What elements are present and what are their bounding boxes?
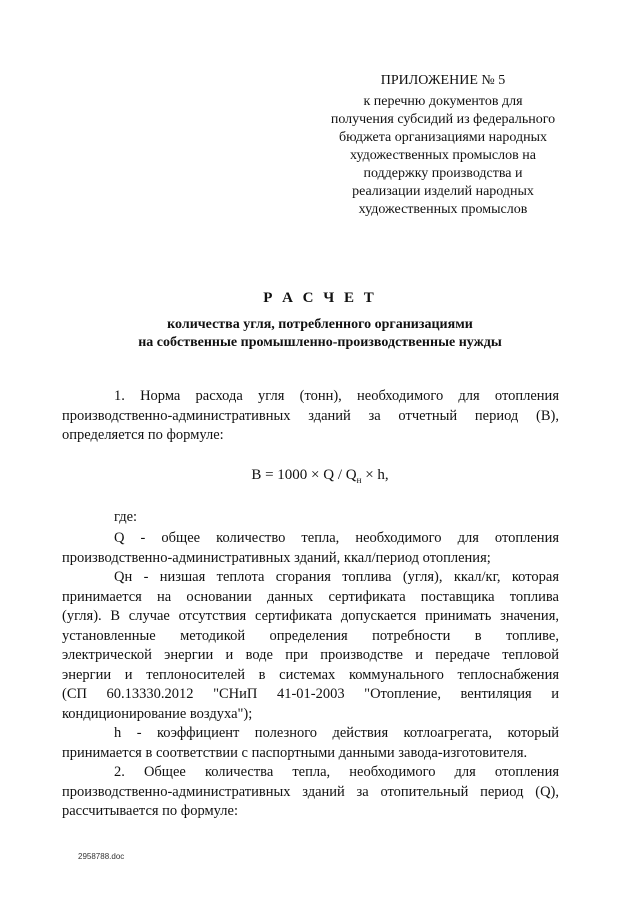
paragraph-line: производственно-административных зданий за отопительный период (Q), <box>62 783 559 800</box>
definition-line: энергии и теплоносителей в системах коммунального теплоснабжения <box>62 666 559 683</box>
definition-line: электрической энергии и воде при производстве и передаче тепловой <box>62 647 559 663</box>
definition-h <box>62 724 559 763</box>
paragraph-line: 2. Общее количества тепла, необходимого для отопления <box>114 764 559 780</box>
appendix-title: ПРИЛОЖЕНИЕ № 5 <box>380 73 506 88</box>
appendix-line: реализации изделий народных <box>352 184 534 199</box>
where-label: где: <box>114 509 138 525</box>
paragraph-line: 1. Норма расхода угля (тонн), необходимого для отопления <box>114 388 559 404</box>
appendix-line: поддержку производства и <box>363 166 523 181</box>
document-title: Р А С Ч Е Т <box>263 290 377 306</box>
appendix-line: художественных промыслов на <box>350 148 536 163</box>
appendix-line: к перечню документов для <box>363 94 523 109</box>
paragraph-2 <box>62 763 559 822</box>
definition-line: h - коэффициент полезного действия котлоагрегата, который <box>114 725 559 741</box>
definition-line: принимается на основании данных сертификата поставщика топлива <box>62 588 559 605</box>
definition-line: Qн - низшая теплота сгорания топлива (угля), ккал/кг, которая <box>114 569 559 585</box>
formula-b <box>0 467 640 485</box>
definition-line: установленные методикой определения потребности в топливе, <box>62 627 559 644</box>
definition-line: (угля). В случае отсутствия сертификата допускается принимать значения, <box>62 608 559 624</box>
document-file-id: 2958788.doc <box>78 852 125 861</box>
formula-right: × h, <box>361 467 389 483</box>
appendix-line: получения субсидий из федерального <box>330 112 556 127</box>
definition-line: принимается в соответствии с паспортными данными завода-изготовителя. <box>62 744 528 761</box>
appendix-header <box>318 72 568 219</box>
formula-subscript: н <box>356 475 362 485</box>
appendix-line: художественных промыслов <box>358 202 528 217</box>
appendix-line: бюджета организациями народных <box>339 130 547 145</box>
definition-line: Q - общее количество тепла, необходимого для отопления <box>114 530 559 546</box>
paragraph-line: определяется по формуле: <box>62 427 224 443</box>
paragraph-line: рассчитывается по формуле: <box>62 803 238 819</box>
definition-line: производственно-административных зданий, ккал/период отопления; <box>62 549 491 566</box>
formula-left: B = 1000 × Q / Q <box>251 467 357 483</box>
definition-line: (СП 60.13330.2012 "СНиП 41-01-2003 "Отопление, вентиляция и <box>62 686 559 702</box>
definition-q <box>62 529 559 568</box>
paragraph-1 <box>62 387 559 446</box>
definition-line: кондиционирование воздуха"); <box>62 705 253 722</box>
paragraph-line: производственно-административных зданий за отчетный период (В), <box>62 407 559 424</box>
subtitle-line: количества угля, потребленного организациями <box>167 317 473 332</box>
subtitle-line: на собственные промышленно-производственные нужды <box>138 335 502 350</box>
document-subtitle <box>0 316 640 352</box>
definition-qn <box>62 568 559 724</box>
